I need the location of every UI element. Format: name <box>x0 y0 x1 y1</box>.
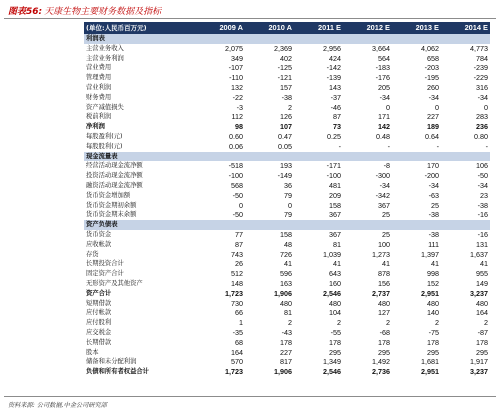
value-cell: 480 <box>378 298 390 308</box>
value-cell: 367 <box>378 200 390 210</box>
section-title: 资产负债表 <box>84 220 196 230</box>
value-cell: 1,723 <box>225 367 243 377</box>
row-label: 存货 <box>86 250 99 258</box>
value-cell: -171 <box>326 161 341 171</box>
value-cell: -183 <box>375 63 390 73</box>
value-cell: - <box>338 141 341 151</box>
row-label: 管理费用 <box>86 74 112 82</box>
row-label: 净利润 <box>86 123 105 131</box>
value-cell: 87 <box>235 239 243 249</box>
value-cell: 170 <box>427 161 439 171</box>
value-cell: 726 <box>280 249 292 259</box>
value-cell: -200 <box>424 171 439 181</box>
value-cell: 260 <box>427 82 439 92</box>
value-cell: 73 <box>333 122 341 132</box>
value-cell: 0.47 <box>278 131 292 141</box>
value-cell: 87 <box>333 112 341 122</box>
row-label: 应交税金 <box>86 328 112 336</box>
value-cell: 2,546 <box>323 367 341 377</box>
value-cell: 158 <box>280 229 292 239</box>
value-cell: -35 <box>232 327 243 337</box>
value-cell: 98 <box>235 122 243 132</box>
section-fill-cell <box>294 34 343 44</box>
value-cell: 227 <box>427 112 439 122</box>
value-cell: 1,492 <box>372 357 390 367</box>
value-cell: 140 <box>427 308 439 318</box>
value-cell: -125 <box>277 63 292 73</box>
value-cell: 4,773 <box>470 43 488 53</box>
row-label: 财务费用 <box>86 93 112 101</box>
value-cell: -139 <box>326 73 341 83</box>
row-label: 储备和未分配利润 <box>86 358 137 366</box>
table-row <box>84 191 490 201</box>
value-cell: 0.05 <box>278 141 292 151</box>
value-cell: -342 <box>375 190 390 200</box>
value-cell: -16 <box>477 210 488 220</box>
value-cell: 1,273 <box>372 249 390 259</box>
value-cell: 283 <box>476 112 488 122</box>
value-cell: -110 <box>229 73 243 83</box>
value-cell: 227 <box>280 347 292 357</box>
row-label: 资产合计 <box>86 289 112 297</box>
table-row <box>84 63 490 73</box>
financial-table <box>84 22 490 377</box>
source-note: 资料来源: 公司数据,中金公司研究部 <box>8 402 107 409</box>
value-cell: -38 <box>281 92 292 102</box>
value-cell: 157 <box>280 82 292 92</box>
row-label: 货币资金 <box>86 230 112 238</box>
table-row <box>84 44 490 54</box>
value-cell: 1,906 <box>274 288 292 298</box>
row-label: 税前利润 <box>86 113 112 121</box>
value-cell: 0.64 <box>425 131 439 141</box>
value-cell: - <box>485 141 488 151</box>
value-cell: 2,546 <box>323 288 341 298</box>
value-cell: 152 <box>427 278 439 288</box>
value-cell: 106 <box>476 161 488 171</box>
value-cell: 193 <box>280 161 292 171</box>
value-cell: 1 <box>239 318 243 328</box>
value-cell: 2,951 <box>421 288 439 298</box>
section-fill-cell <box>196 152 245 162</box>
value-cell: 3,664 <box>372 43 390 53</box>
section-fill-cell <box>245 152 294 162</box>
value-cell: -34 <box>379 92 390 102</box>
value-cell: 178 <box>476 337 488 347</box>
table-row <box>84 201 490 211</box>
value-cell: 2 <box>337 318 341 328</box>
value-cell: - <box>387 141 390 151</box>
value-cell: 48 <box>284 239 292 249</box>
section-fill-cell <box>392 152 441 162</box>
row-label: 营业费用 <box>86 64 112 72</box>
row-label: 融资活动现金流净额 <box>86 181 143 189</box>
value-cell: 25 <box>431 200 439 210</box>
table-row <box>84 279 490 289</box>
row-label: 货币资金期末余额 <box>86 211 137 219</box>
value-cell: -100 <box>228 171 243 181</box>
table-row <box>84 348 490 358</box>
section-fill-cell <box>294 152 343 162</box>
value-cell: 2,075 <box>225 43 243 53</box>
value-cell: 349 <box>231 53 243 63</box>
value-cell: -195 <box>424 73 439 83</box>
value-cell: -50 <box>477 171 488 181</box>
value-cell: 2,951 <box>421 367 439 377</box>
section-fill-cell <box>441 220 490 230</box>
table-row <box>84 259 490 269</box>
value-cell: 79 <box>284 190 292 200</box>
row-label: 长期投资合计 <box>86 260 124 268</box>
section-fill-cell <box>441 34 490 44</box>
value-cell: -229 <box>473 73 488 83</box>
value-cell: 0.25 <box>327 131 341 141</box>
value-cell: 41 <box>284 259 292 269</box>
value-cell: -37 <box>330 92 341 102</box>
value-cell: 295 <box>378 347 390 357</box>
row-label: 经营活动现金流净额 <box>86 162 143 170</box>
section-row <box>84 152 490 162</box>
value-cell: -43 <box>281 327 292 337</box>
header-year: 2010 A <box>245 22 294 34</box>
table-row <box>84 299 490 309</box>
value-cell: 178 <box>280 337 292 347</box>
value-cell: 0.80 <box>474 131 488 141</box>
value-cell: 2,737 <box>372 288 390 298</box>
value-cell: 236 <box>476 122 488 132</box>
value-cell: 156 <box>378 278 390 288</box>
value-cell: 424 <box>329 53 341 63</box>
value-cell: -34 <box>379 180 390 190</box>
value-cell: -38 <box>428 229 439 239</box>
value-cell: 149 <box>476 278 488 288</box>
table-row <box>84 54 490 64</box>
value-cell: 66 <box>235 308 243 318</box>
row-label: 每股盈利(元) <box>86 132 123 140</box>
value-cell: 81 <box>284 308 292 318</box>
value-cell: 2 <box>288 318 292 328</box>
value-cell: 998 <box>427 269 439 279</box>
figure-number: 图表56: <box>8 7 43 17</box>
row-label: 应付股利 <box>86 319 112 327</box>
section-fill-cell <box>441 152 490 162</box>
value-cell: 131 <box>476 239 488 249</box>
value-cell: 104 <box>329 308 341 318</box>
value-cell: -176 <box>375 73 390 83</box>
value-cell: -3 <box>236 102 243 112</box>
section-fill-cell <box>245 220 294 230</box>
value-cell: 480 <box>476 298 488 308</box>
value-cell: -46 <box>330 102 341 112</box>
header-unit-label: (单位:人民币百万元) <box>84 22 196 34</box>
value-cell: 0 <box>386 102 390 112</box>
row-label: 主营业务收入 <box>86 44 124 52</box>
value-cell: -16 <box>477 229 488 239</box>
table-row <box>84 142 490 152</box>
table-header-row <box>84 22 490 34</box>
table-row <box>84 328 490 338</box>
value-cell: 4,062 <box>421 43 439 53</box>
row-label: 货币资金增加额 <box>86 191 131 199</box>
value-cell: 127 <box>378 308 390 318</box>
value-cell: 0 <box>484 102 488 112</box>
row-label: 货币资金期初余额 <box>86 201 137 209</box>
value-cell: -50 <box>232 210 243 220</box>
table-row <box>84 289 490 299</box>
value-cell: 316 <box>476 82 488 92</box>
value-cell: 564 <box>378 53 390 63</box>
value-cell: 81 <box>333 239 341 249</box>
value-cell: 3,237 <box>470 367 488 377</box>
table-row <box>84 181 490 191</box>
value-cell: 126 <box>280 112 292 122</box>
section-title: 利润表 <box>84 34 196 44</box>
table-row <box>84 112 490 122</box>
value-cell: 568 <box>231 180 243 190</box>
row-label: 应付帐款 <box>86 309 112 317</box>
table-row <box>84 210 490 220</box>
table-row <box>84 318 490 328</box>
value-cell: 658 <box>427 53 439 63</box>
value-cell: 160 <box>329 278 341 288</box>
value-cell: 1,637 <box>470 249 488 259</box>
table-row <box>84 103 490 113</box>
value-cell: -63 <box>428 190 439 200</box>
value-cell: 570 <box>231 357 243 367</box>
value-cell: 295 <box>427 347 439 357</box>
value-cell: 164 <box>476 308 488 318</box>
value-cell: 0 <box>239 200 243 210</box>
financial-table-body <box>84 22 490 377</box>
value-cell: 1,906 <box>274 367 292 377</box>
value-cell: 480 <box>280 298 292 308</box>
value-cell: 2 <box>386 318 390 328</box>
header-year: 2012 E <box>343 22 392 34</box>
row-label: 短期借款 <box>86 299 112 307</box>
value-cell: 77 <box>235 229 243 239</box>
value-cell: 0 <box>288 200 292 210</box>
value-cell: -87 <box>477 327 488 337</box>
value-cell: 111 <box>428 239 439 249</box>
value-cell: -239 <box>473 63 488 73</box>
top-rule <box>4 18 496 19</box>
value-cell: 132 <box>231 82 243 92</box>
value-cell: 643 <box>329 269 341 279</box>
value-cell: 79 <box>284 210 292 220</box>
value-cell: 1,681 <box>421 357 439 367</box>
value-cell: 100 <box>378 239 390 249</box>
section-fill-cell <box>392 34 441 44</box>
section-fill-cell <box>343 220 392 230</box>
row-label: 应收帐款 <box>86 240 112 248</box>
value-cell: 164 <box>231 347 243 357</box>
value-cell: -34 <box>428 92 439 102</box>
value-cell: 2,956 <box>323 43 341 53</box>
figure-title-text: 天康生物主要财务数据及指标 <box>44 7 162 17</box>
value-cell: - <box>436 141 439 151</box>
value-cell: 402 <box>280 53 292 63</box>
value-cell: -38 <box>477 200 488 210</box>
table-row <box>84 171 490 181</box>
row-label: 投资活动现金流净额 <box>86 172 143 180</box>
value-cell: 68 <box>235 337 243 347</box>
header-year: 2013 E <box>392 22 441 34</box>
row-label: 股本 <box>86 348 99 356</box>
value-cell: 205 <box>378 82 390 92</box>
value-cell: 41 <box>431 259 439 269</box>
value-cell: 2,736 <box>372 367 390 377</box>
table-row <box>84 122 490 132</box>
value-cell: 26 <box>235 259 243 269</box>
table-row <box>84 161 490 171</box>
value-cell: 730 <box>231 298 243 308</box>
value-cell: 367 <box>329 210 341 220</box>
section-title: 现金流量表 <box>84 152 196 162</box>
value-cell: 148 <box>231 278 243 288</box>
table-row <box>84 367 490 377</box>
table-row <box>84 269 490 279</box>
table-row <box>84 132 490 142</box>
value-cell: 3,237 <box>470 288 488 298</box>
table-row <box>84 93 490 103</box>
row-label: 主营业务利润 <box>86 54 124 62</box>
value-cell: 189 <box>427 122 439 132</box>
value-cell: 23 <box>480 190 488 200</box>
value-cell: -34 <box>428 180 439 190</box>
value-cell: 817 <box>280 357 292 367</box>
value-cell: 25 <box>382 210 390 220</box>
value-cell: 743 <box>231 249 243 259</box>
value-cell: 512 <box>231 269 243 279</box>
table-row <box>84 73 490 83</box>
value-cell: -75 <box>428 327 439 337</box>
row-label: 长期借款 <box>86 338 112 346</box>
value-cell: -107 <box>228 63 243 73</box>
value-cell: 480 <box>427 298 439 308</box>
value-cell: -100 <box>326 171 341 181</box>
table-row <box>84 240 490 250</box>
bottom-rule <box>4 396 496 397</box>
header-year: 2009 A <box>196 22 245 34</box>
value-cell: 596 <box>280 269 292 279</box>
value-cell: 171 <box>378 112 390 122</box>
section-fill-cell <box>196 220 245 230</box>
value-cell: 955 <box>476 269 488 279</box>
value-cell: -8 <box>383 161 390 171</box>
section-fill-cell <box>343 34 392 44</box>
value-cell: 1,723 <box>225 288 243 298</box>
value-cell: 878 <box>378 269 390 279</box>
value-cell: 0.60 <box>229 131 243 141</box>
value-cell: 178 <box>427 337 439 347</box>
section-fill-cell <box>294 220 343 230</box>
value-cell: -50 <box>232 190 243 200</box>
value-cell: 1,039 <box>323 249 341 259</box>
section-fill-cell <box>245 34 294 44</box>
header-year: 2014 E <box>441 22 490 34</box>
value-cell: 480 <box>329 298 341 308</box>
value-cell: -149 <box>277 171 292 181</box>
value-cell: 1,349 <box>323 357 341 367</box>
value-cell: -203 <box>424 63 439 73</box>
row-label: 负债和所有者权益合计 <box>86 368 149 376</box>
value-cell: 1,917 <box>470 357 488 367</box>
value-cell: -142 <box>326 63 341 73</box>
value-cell: 209 <box>329 190 341 200</box>
value-cell: 41 <box>333 259 341 269</box>
value-cell: 0.06 <box>229 141 243 151</box>
row-label: 每股股利(元) <box>86 142 123 150</box>
value-cell: 0.48 <box>376 131 390 141</box>
value-cell: -518 <box>228 161 243 171</box>
value-cell: 178 <box>329 337 341 347</box>
value-cell: 2 <box>484 318 488 328</box>
value-cell: 178 <box>378 337 390 347</box>
value-cell: -55 <box>330 327 341 337</box>
value-cell: -38 <box>428 210 439 220</box>
table-row <box>84 338 490 348</box>
value-cell: 2,369 <box>274 43 292 53</box>
figure-title <box>8 4 161 17</box>
value-cell: -22 <box>232 92 243 102</box>
value-cell: 295 <box>476 347 488 357</box>
row-label: 资产减值损失 <box>86 103 124 111</box>
row-label: 固定资产合计 <box>86 270 124 278</box>
value-cell: 784 <box>476 53 488 63</box>
table-row <box>84 308 490 318</box>
section-fill-cell <box>392 220 441 230</box>
value-cell: 143 <box>329 82 341 92</box>
row-label: 营业利润 <box>86 83 112 91</box>
table-row <box>84 250 490 260</box>
value-cell: 142 <box>378 122 390 132</box>
value-cell: -34 <box>477 92 488 102</box>
value-cell: 112 <box>231 112 243 122</box>
section-fill-cell <box>343 152 392 162</box>
value-cell: -34 <box>477 180 488 190</box>
value-cell: 0 <box>435 102 439 112</box>
value-cell: -300 <box>375 171 390 181</box>
section-fill-cell <box>196 34 245 44</box>
value-cell: 2 <box>435 318 439 328</box>
header-year: 2011 E <box>294 22 343 34</box>
table-row <box>84 230 490 240</box>
table-row <box>84 357 490 367</box>
value-cell: 481 <box>329 180 341 190</box>
section-row <box>84 220 490 230</box>
value-cell: 2 <box>288 102 292 112</box>
value-cell: -68 <box>379 327 390 337</box>
value-cell: 41 <box>480 259 488 269</box>
value-cell: 367 <box>329 229 341 239</box>
value-cell: 158 <box>329 200 341 210</box>
value-cell: 36 <box>284 180 292 190</box>
value-cell: -121 <box>277 73 292 83</box>
value-cell: 107 <box>280 122 292 132</box>
value-cell: 25 <box>382 229 390 239</box>
table-row <box>84 83 490 93</box>
row-label: 无形资产及其他资产 <box>86 279 143 287</box>
value-cell: 1,397 <box>421 249 439 259</box>
value-cell: 41 <box>382 259 390 269</box>
section-row <box>84 34 490 44</box>
value-cell: 163 <box>280 278 292 288</box>
value-cell: 295 <box>329 347 341 357</box>
